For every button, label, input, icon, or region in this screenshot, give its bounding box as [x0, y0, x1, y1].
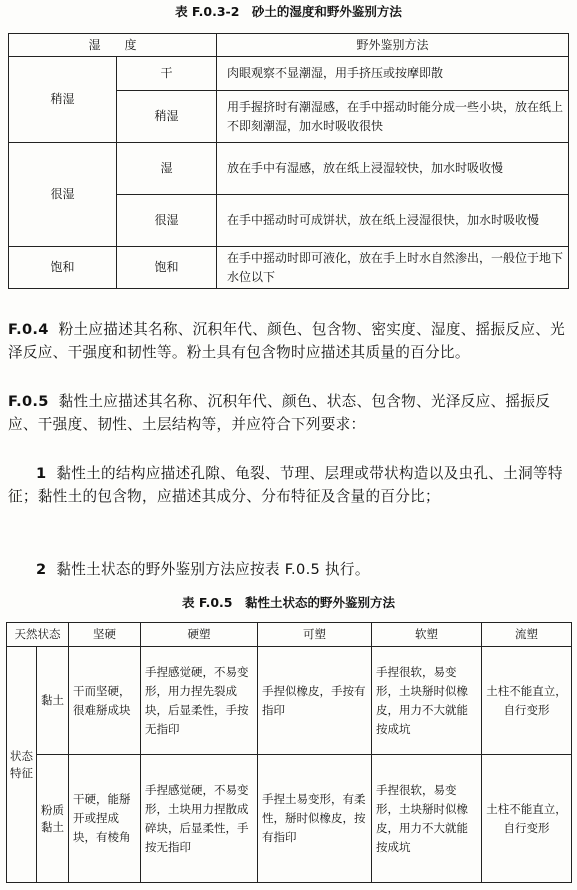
table-row — [7, 647, 572, 755]
table-cell: 干硬，能掰开或捏成块，有棱角 — [69, 755, 141, 883]
header-natural-state: 天然状态 — [7, 623, 69, 647]
table-cell: 手捏土易变形，有柔性，掰时似橡皮，按有指印 — [258, 755, 372, 883]
header-method: 野外鉴别方法 — [217, 34, 569, 57]
list-item-2 — [8, 558, 570, 581]
group-label: 饱和 — [9, 247, 117, 289]
table-cell: 干而坚硬，很难掰成块 — [69, 647, 141, 755]
method-text: 在手中摇动时即可液化，放在手上时水自然渗出，一般位于地下水位以下 — [217, 247, 569, 289]
header-plastic: 可塑 — [258, 623, 372, 647]
paragraph-f05 — [8, 390, 570, 436]
sub-humidity: 很湿 — [117, 195, 217, 247]
clay-state-table — [6, 622, 572, 883]
table-cell: 土柱不能直立，自行变形 — [482, 647, 572, 755]
table2-caption: 表 F.0.5 黏性土状态的野外鉴别方法 — [182, 595, 395, 610]
row-group-label: 状态特征 — [7, 647, 37, 883]
table2-header-row — [7, 623, 572, 647]
table-row — [9, 143, 569, 195]
group-label: 稍湿 — [9, 57, 117, 143]
sand-humidity-table — [8, 33, 569, 289]
list-item-1 — [8, 462, 570, 508]
header-humidity: 湿 度 — [9, 34, 217, 57]
table1-caption: 表 F.0.3-2 砂土的湿度和野外鉴别方法 — [175, 4, 402, 19]
clause-text: 粉土应描述其名称、沉积年代、颜色、包含物、密实度、湿度、摇振反应、光泽反应、干强度和韧性等。粉土具有包含物时应描述其质量的百分比。 — [8, 321, 566, 361]
item-text: 黏性土的结构应描述孔隙、龟裂、节理、层理或带状构造以及虫孔、土洞等特征；黏性土的包含物，应描述其成分、分布特征及含量的百分比； — [8, 465, 563, 505]
header-soft-plastic: 软塑 — [372, 623, 482, 647]
table-row — [9, 247, 569, 289]
sub-humidity: 湿 — [117, 143, 217, 195]
item-number: 2 — [36, 561, 47, 578]
sub-humidity: 饱和 — [117, 247, 217, 289]
paragraph-f04 — [8, 318, 570, 364]
table-row — [7, 755, 572, 883]
clause-number: F.0.5 — [8, 393, 49, 410]
table-cell: 手捏似橡皮，手按有指印 — [258, 647, 372, 755]
clause-text: 黏性土应描述其名称、沉积年代、颜色、状态、包含物、光泽反应、摇振反应、干强度、韧性、土层结构等，并应符合下列要求： — [8, 393, 551, 433]
table-cell: 土柱不能直立，自行变形 — [482, 755, 572, 883]
table-cell: 手捏感觉硬，不易变形，用力捏先裂成块，后显柔性，手按无指印 — [141, 647, 258, 755]
soil-type: 粉质黏土 — [37, 755, 69, 883]
table-row — [9, 57, 569, 91]
table-cell: 手捏感觉硬，不易变形，土块用力捏散成碎块，后显柔性，手按无指印 — [141, 755, 258, 883]
table-cell: 手捏很软，易变形，土块掰时似橡皮，用力不大就能按成坑 — [372, 647, 482, 755]
method-text: 在手中摇动时可成饼状，放在纸上浸湿很快，加水时吸收慢 — [217, 195, 569, 247]
group-label: 很湿 — [9, 143, 117, 247]
method-text: 肉眼观察不显潮湿，用手挤压或按摩即散 — [217, 57, 569, 91]
header-stiff-plastic: 硬塑 — [141, 623, 258, 647]
soil-type: 黏土 — [37, 647, 69, 755]
clause-number: F.0.4 — [8, 321, 49, 338]
sub-humidity: 稍湿 — [117, 91, 217, 143]
sub-humidity: 干 — [117, 57, 217, 91]
header-hard: 坚硬 — [69, 623, 141, 647]
table1-header-row — [9, 34, 569, 57]
item-number: 1 — [36, 465, 47, 482]
item-text: 黏性土状态的野外鉴别方法应按表 F.0.5 执行。 — [56, 561, 370, 578]
header-flow-plastic: 流塑 — [482, 623, 572, 647]
method-text: 用手握挤时有潮湿感，在手中摇动时能分成一些小块，放在纸上不即刻潮湿，加水时吸收很快 — [217, 91, 569, 143]
table-cell: 手捏很软，易变形，土块掰时似橡皮，用力不大就能按成坑 — [372, 755, 482, 883]
method-text: 放在手中有湿感，放在纸上浸湿较快，加水时吸收慢 — [217, 143, 569, 195]
